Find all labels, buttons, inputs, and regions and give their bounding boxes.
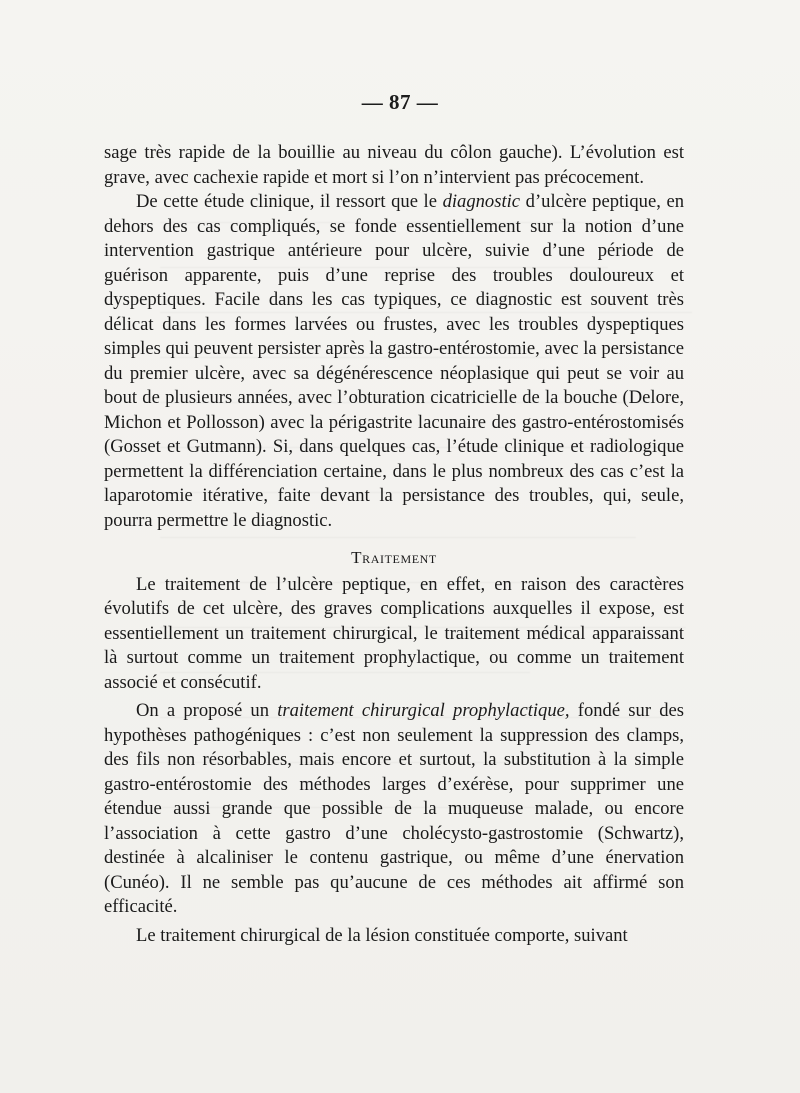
- paragraph-4: [104, 699, 684, 920]
- paragraph-4-start: On a proposé un: [136, 700, 278, 721]
- paragraph-2: [104, 190, 684, 533]
- page-number: — 87 —: [361, 90, 439, 114]
- paragraph-2-end: d’ulcère peptique, en dehors des cas compliqués, se fonde essentiellement sur la notion d’une intervention gastrique antérieure pour ulcère, suivie d’une période de guérison apparente, puis d’une reprise des troubles douloureux et dyspeptiques. Facile dans les cas typiques, ce diagnostic est souvent très délicat dans les formes larvées ou frustes, avec les troubles dyspeptiques simples qui peuvent persister après la gastro-entérostomie, avec la persistance du premier ulcère, avec sa dégénérescence néoplasique qui peut se voir au bout de plusieurs années, avec l’obturation cicatricielle de la bouche (Delore, Michon et Pollosson) avec la périgastrite lacunaire des gastro-entérostomisés (Gosset et Gutmann). Si, dans quelques cas, l’étude clinique et radiologique permettent la différenciation certaine, dans le plus nombreux des cas c’est la laparotomie itérative, faite devant la persistance des troubles, qui, seule, pourra permettre le diagnostic.: [104, 191, 684, 531]
- paragraph-2-start: De cette étude clinique, il ressort que le: [136, 191, 443, 212]
- section-heading: Traitement: [351, 548, 437, 567]
- emphasis-prophylactic: traitement chirurgical prophylactique,: [277, 700, 570, 721]
- paragraph-3: Le traitement de l’ulcère peptique, en effet, en raison des caractères évolutifs de cet ulcère, des graves complications auxquelles il expose, est essentiellement un traitement chirurgical, le traitement médical apparaissant là surtout comme un traitement prophylactique, ou comme un traitement associé et consécutif.: [104, 573, 684, 693]
- paragraph-4-end: fondé sur des hypothèses pathogéniques : c’est non seulement la suppression des clamps, des fils non résorbables, mais encore et surtout, la substitution à la simple gastro-entérostomie des méthodes larges d’exérèse, pour supprimer une étendue aussi grande que possible de la muqueuse malade, ou encore l’association à cette gastro d’une cholécysto-gastrostomie (Schwartz), destinée à alcaliniser le contenu gastrique, ou même d’une énervation (Cunéo). Il ne semble pas qu’aucune de ces méthodes ait affirmé son efficacité.: [104, 700, 684, 917]
- paragraph-1: sage très rapide de la bouillie au niveau du côlon gauche). L’évolution est grave, avec cachexie rapide et mort si l’on n’intervient pas précocement.: [104, 142, 684, 188]
- body-text: [104, 141, 684, 948]
- paragraph-5: Le traitement chirurgical de la lésion constituée comporte, suivant: [136, 924, 628, 946]
- emphasis-diagnostic: diagnostic: [442, 191, 521, 212]
